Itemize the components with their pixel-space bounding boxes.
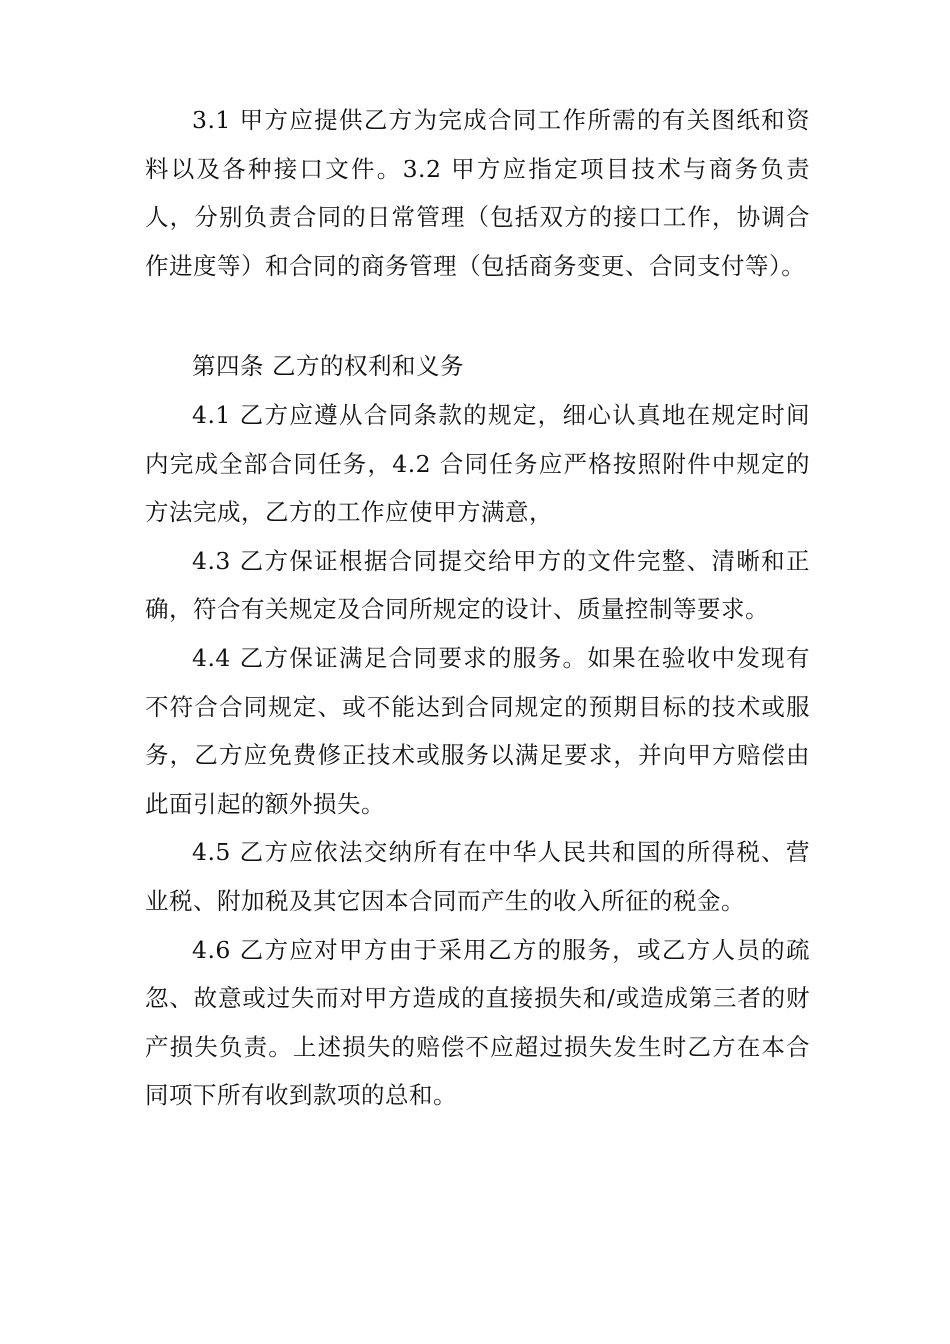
paragraph-4-5: 4.5 乙方应依法交纳所有在中华人民共和国的所得税、营业税、附加税及其它因本合同而产生的收入所征的税金。 [145,838,810,915]
section-four-heading: 第四条 乙方的权利和义务 [192,352,464,381]
paragraph-4-1-4-2: 4.1 乙方应遵从合同条款的规定，细心认真地在规定时间内完成全部合同任务，4.2 合同任务应严格按照附件中规定的方法完成，乙方的工作应使甲方满意， [145,400,810,527]
section-spacer [145,290,810,342]
paragraph-4-6: 4.6 乙方应对甲方由于采用乙方的服务，或乙方人员的疏忽、故意或过失而对甲方造成的直接损失和/或造成第三者的财产损失负责。上述损失的赔偿不应超过损失发生时乙方在本合同项下所有收到款项的总和。 [145,935,810,1110]
paragraph-4-3: 4.3 乙方保证根据合同提交给甲方的文件完整、清晰和正确，符合有关规定及合同所规定的设计、质量控制等要求。 [145,546,810,624]
paragraph-4-4: 4.4 乙方保证满足合同要求的服务。如果在验收中发现有不符合合同规定、或不能达到合同规定的预期目标的技术或服务，乙方应免费修正技术或服务以满足要求，并向甲方赔偿由此面引起的额外损失。 [145,643,810,818]
document-page [145,96,810,1120]
paragraph-3-1-3-2: 3.1 甲方应提供乙方为完成合同工作所需的有关图纸和资料以及各种接口文件。3.2 甲方应指定项目技术与商务负责人，分别负责合同的日常管理（包括双方的接口工作，协调合作进度等）和合同的商务管理（包括商务变更、合同支付等）。 [145,106,810,280]
